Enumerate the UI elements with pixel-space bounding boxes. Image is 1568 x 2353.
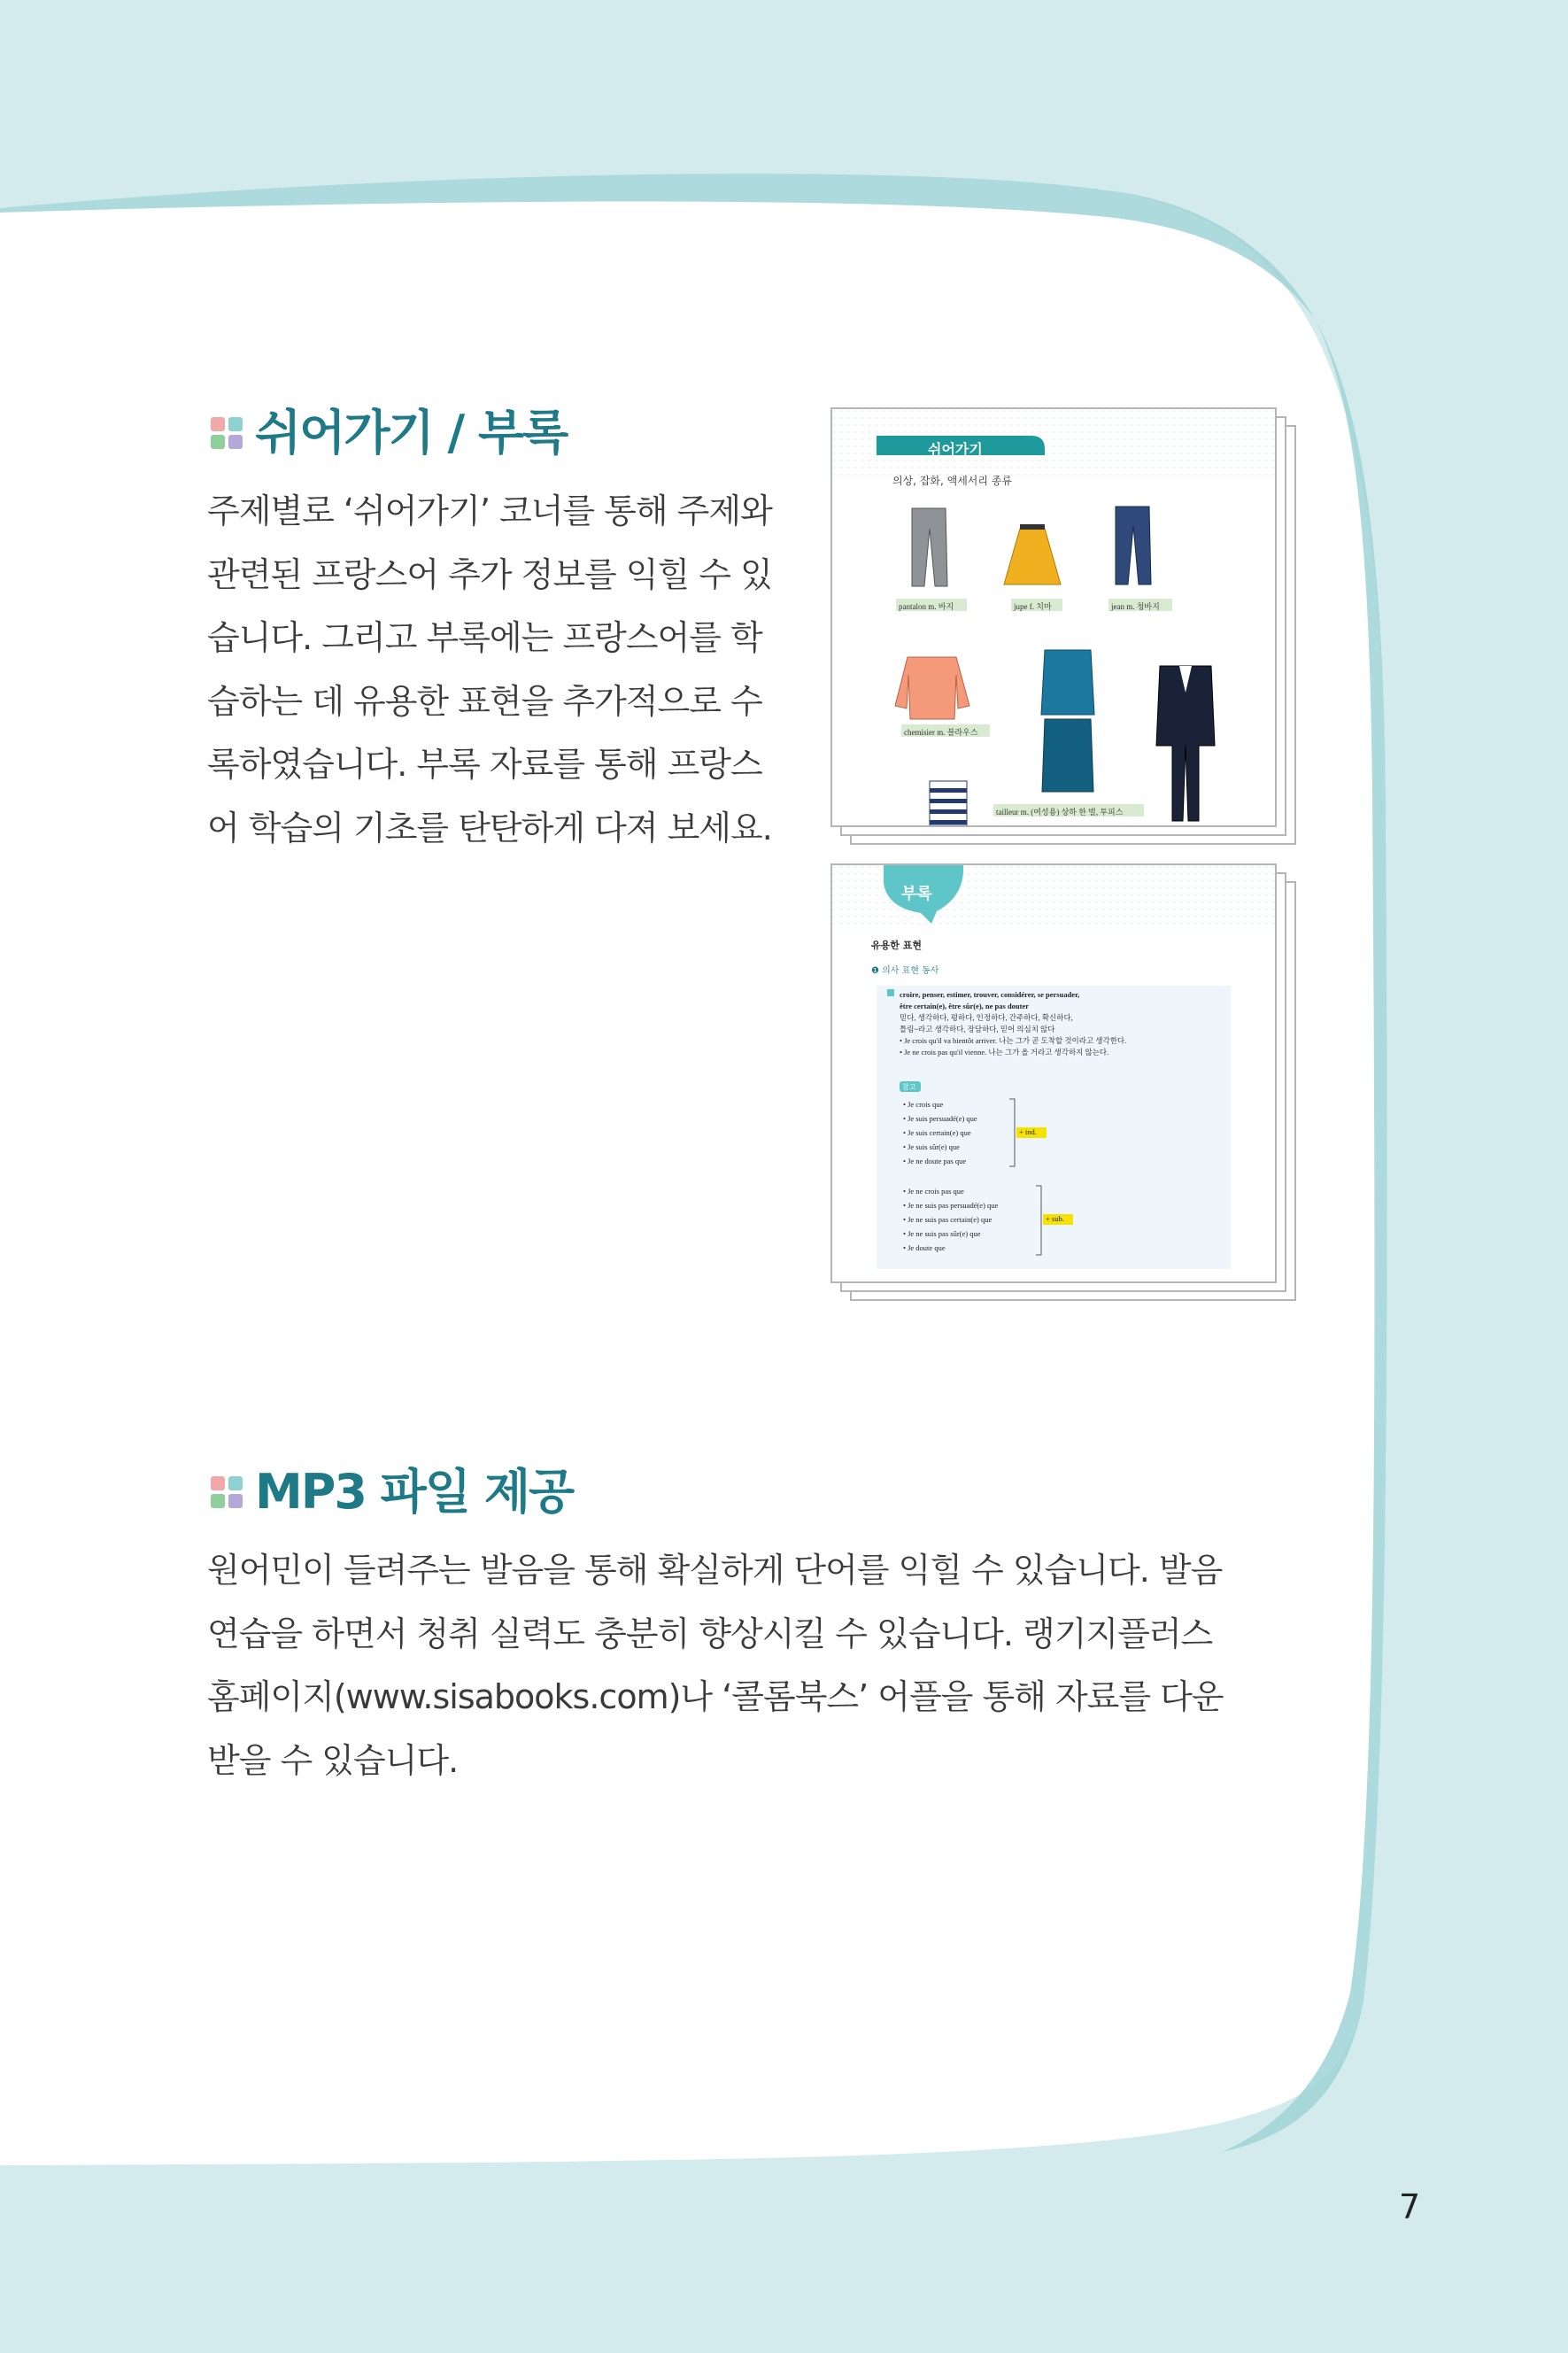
thumb-heading: 유용한 표현 <box>871 940 922 951</box>
clothing-illustrations <box>832 409 1275 825</box>
body-line: 연습을 하면서 청취 실력도 충분히 향상시킬 수 있습니다. 랭기지플러스 <box>207 1614 1213 1653</box>
body-line: 주제별로 ‘쉬어가기’ 코너를 통해 주제와 <box>207 491 772 530</box>
thumb-tab: 부록 <box>901 885 932 903</box>
thumb-caption: chemisier m. 블라우스 <box>904 728 978 737</box>
thumb-caption: pantalon m. 바지 <box>899 602 954 611</box>
body-line: 받을 수 있습니다. <box>207 1740 459 1780</box>
bullet-squares-icon <box>211 1476 243 1508</box>
bullet-squares-icon <box>211 417 243 449</box>
body-line: 록하였습니다. 부록 자료를 통해 프랑스 <box>207 745 762 784</box>
thumb-tag: + sub. <box>1046 1214 1064 1223</box>
section-body-mp3 <box>207 1539 1224 1792</box>
body-line: 홈페이지(www.sisabooks.com)나 ‘콜롬북스’ 어플을 통해 자료를 다운 <box>207 1677 1224 1716</box>
thumb-tag: + ind. <box>1019 1127 1037 1136</box>
body-line: 원어민이 들려주는 발음을 통해 확실하게 단어를 익힐 수 있습니다. 발음 <box>207 1551 1223 1590</box>
section-heading-mp3 <box>211 1464 574 1520</box>
body-line: 습하는 데 유용한 표현을 추가적으로 수 <box>207 681 762 721</box>
body-line: 관련된 프랑스어 추가 정보를 익힐 수 있 <box>207 554 772 594</box>
thumb-sub: ❶ 의사 표현 동사 <box>871 966 939 976</box>
thumb-caption: jean m. 청바지 <box>1111 602 1160 611</box>
section-heading-rest <box>211 405 568 461</box>
thumb-tab: 쉬어가기 <box>928 441 983 458</box>
thumb-group2: • Je ne crois pas que • Je ne suis pas persuadé(e) que • Je ne suis pas certain(e) que • Je ne suis pas sûr(e) que • Je doute que <box>903 1187 999 1252</box>
section-title: MP3 파일 제공 <box>255 1464 574 1520</box>
section-title: 쉬어가기 / 부록 <box>255 405 568 461</box>
thumb-lines: croire, penser, estimer, trouver, considérer, se persuader, être certain(e), être sûr(e), ne pas douter 믿다, 생각하다, 평하다, 인정하다, 간주하다, 확신하다, 틀림~라고 생각하다, 장담하다, 믿어 의심치 않다 • Je crois qu'il va bientôt arriver. 나는 그가 곧 도착할 것이라고 생각한다. • Je ne crois pas qu'il vienne. 나는 그가 올 거라고 생각하지 않는다. <box>900 990 1127 1057</box>
thumb-note: 참고 <box>902 1083 916 1091</box>
thumb-group1: • Je crois que • Je suis persuadé(e) que • Je suis certain(e) que • Je suis sûr(e) que • Je ne doute pas que <box>903 1100 977 1165</box>
thumb-caption: tailleur m. (여성용) 상하 한 벌, 투피스 <box>996 808 1124 817</box>
thumbnail-appendix-page <box>830 863 1296 1302</box>
body-line: 어 학습의 기초를 탄탄하게 다져 보세요. <box>207 808 772 848</box>
thumbnail-rest-page <box>830 407 1296 846</box>
thumb-caption: jupe f. 치마 <box>1014 602 1052 611</box>
section-body-rest <box>207 480 772 860</box>
page-number: 7 <box>1399 2187 1421 2226</box>
body-line: 습니다. 그리고 부록에는 프랑스어를 학 <box>207 618 762 657</box>
thumb-subtitle: 의상, 잡화, 액세서리 종류 <box>892 475 1012 487</box>
